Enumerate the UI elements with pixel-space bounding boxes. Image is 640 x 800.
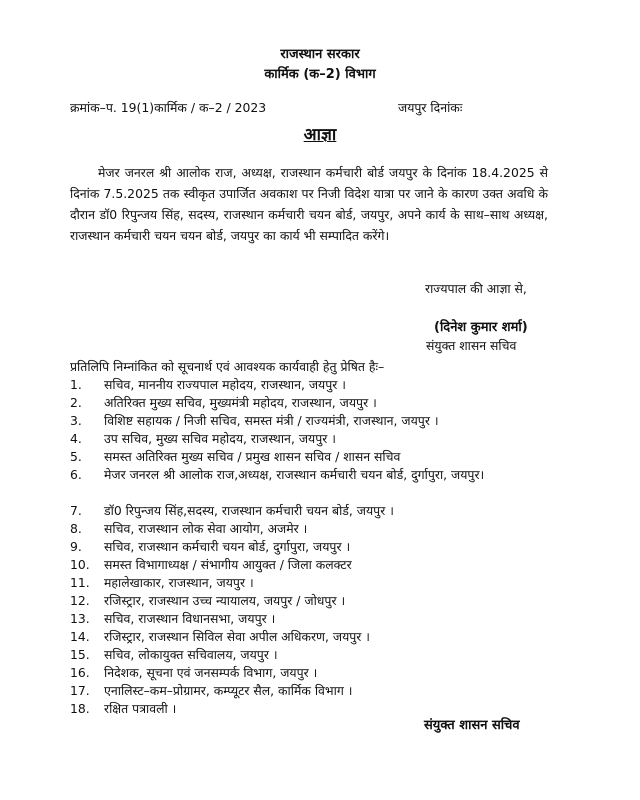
signatory-designation: संयुक्त शासन सचिव [426,338,517,353]
list-item-number: 7. [70,503,82,518]
list-item: महालेखाकार, राजस्थान, जयपुर । [104,575,254,590]
list-item: मेजर जनरल श्री आलोक राज,अध्यक्ष, राजस्थान कर्मचारी चयन बोर्ड, दुर्गापुरा, जयपुर। [104,467,485,482]
list-item-number: 18. [70,701,90,716]
order-line: राज्यपाल की आज्ञा से, [425,281,527,296]
list-item: सचिव, माननीय राज्यपाल महोदय, राजस्थान, जयपुर । [104,377,346,392]
list-item: सचिव, राजस्थान लोक सेवा आयोग, अजमेर । [104,521,308,536]
order-body [70,162,548,246]
list-item-number: 8. [70,521,82,536]
list-item: विशिष्ट सहायक / निजी सचिव, समस्त मंत्री / राज्यमंत्री, राजस्थान, जयपुर । [104,413,439,428]
order-title [0,124,640,146]
list-item: रजिस्ट्रार, राजस्थान सिविल सेवा अपील अधिकरण, जयपुर । [104,629,370,644]
list-item: समस्त विभागाध्यक्ष / संभागीय आयुक्त / जिला कलक्टर [104,557,352,572]
list-item-number: 9. [70,539,82,554]
list-item-number: 4. [70,431,82,446]
list-item-number: 17. [70,683,90,698]
list-item-number: 3. [70,413,82,428]
signatory-name: (दिनेश कुमार शर्मा) [434,320,528,335]
list-item: रजिस्ट्रार, राजस्थान उच्च न्यायालय, जयपुर / जोधपुर । [104,593,346,608]
list-item: अतिरिक्त मुख्य सचिव, मुख्यमंत्री महोदय, राजस्थान, जयपुर । [104,395,377,410]
list-item: उप सचिव, मुख्य सचिव महोदय, राजस्थान, जयपुर । [104,431,336,446]
list-item: डॉ0 रिपुन्जय सिंह,सदस्य, राजस्थान कर्मचारी चयन बोर्ड, जयपुर । [104,503,394,518]
reference-number: क्रमांक–प. 19(1)कार्मिक / क–2 / 2023 [70,100,267,115]
department-heading: कार्मिक (क–2) विभाग [264,67,376,82]
place-date: जयपुर दिनांकः [398,100,463,115]
list-item-number: 1. [70,377,82,392]
list-item-number: 15. [70,647,90,662]
footer-signature: संयुक्त शासन सचिव [424,718,520,733]
list-item-number: 10. [70,557,90,572]
list-item: निदेशक, सूचना एवं जनसम्पर्क विभाग, जयपुर । [104,665,318,680]
list-item: सचिव, राजस्थान विधानसभा, जयपुर । [104,611,276,626]
list-item-number: 6. [70,467,82,482]
list-item-number: 11. [70,575,90,590]
list-item: सचिव, राजस्थान कर्मचारी चयन बोर्ड, दुर्गापुरा, जयपुर । [104,539,351,554]
order-title-text: आज्ञा [303,125,337,145]
government-heading: राजस्थान सरकार [280,47,360,62]
list-item: एनालिस्ट–कम–प्रोग्रामर, कम्प्यूटर सैल, कार्मिक विभाग । [104,683,353,698]
copy-intro: प्रतिलिपि निम्नांकित को सूचनार्थ एवं आवश्यक कार्यवाही हेतु प्रेषित हैः– [70,359,385,374]
list-item-number: 16. [70,665,90,680]
list-item-number: 13. [70,611,90,626]
list-item-number: 5. [70,449,82,464]
list-item: समस्त अतिरिक्त मुख्य सचिव / प्रमुख शासन सचिव / शासन सचिव [104,449,401,464]
list-item: सचिव, लोकायुक्त सचिवालय, जयपुर । [104,647,278,662]
list-item-number: 12. [70,593,90,608]
list-item: रक्षित पत्रावली । [104,701,177,716]
list-item-number: 2. [70,395,82,410]
order-body-text: मेजर जनरल श्री आलोक राज, अध्यक्ष, राजस्थान कर्मचारी बोर्ड जयपुर के दिनांक 18.4.2025 से दिनांक 7.5.2025 तक स्वीकृत उपार्जित अवकाश पर निजी विदेश यात्रा पर जाने के कारण उक्त अवधि के दौरान डॉ0 रिपुन्जय सिंह, सदस्य, राजस्थान कर्मचारी चयन बोर्ड, जयपुर, अपने कार्य के साथ–साथ अध्यक्ष, राजस्थान कर्मचारी चयन चयन बोर्ड, जयपुर का कार्य भी सम्पादित करेंगे। [70,165,548,243]
list-item-number: 14. [70,629,90,644]
